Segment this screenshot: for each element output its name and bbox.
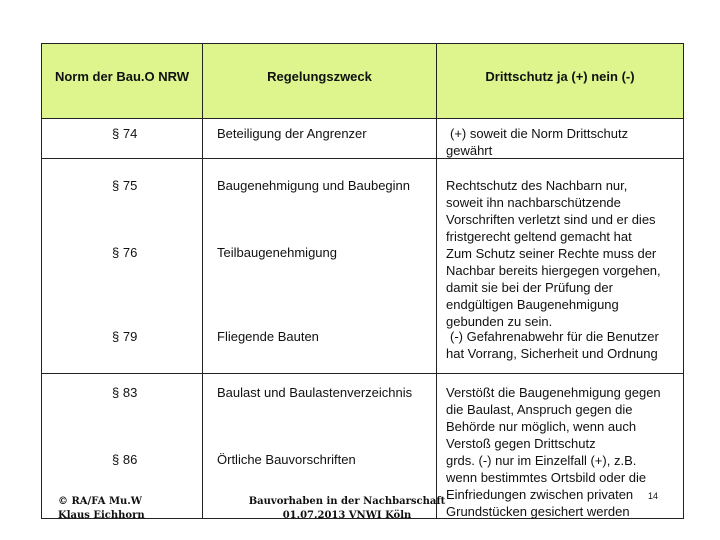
row-divider xyxy=(42,373,683,374)
norm-74: § 74 xyxy=(112,126,138,141)
zweck-75: Baugenehmigung und Baubeginn xyxy=(217,178,411,193)
header-drittschutz: Drittschutz ja (+) nein (-) xyxy=(485,69,635,84)
footer-title xyxy=(232,495,462,523)
column-divider xyxy=(436,44,437,518)
text-line: (+) soweit die Norm Drittschutz xyxy=(450,126,629,141)
footer-topic: Bauvorhaben in der Nachbarschaft xyxy=(248,496,446,507)
text-line: gebunden zu sein. xyxy=(446,314,553,329)
text-line: gewährt xyxy=(446,143,493,158)
zweck-74: Beteiligung der Angrenzer xyxy=(217,126,367,141)
norm-83: § 83 xyxy=(112,385,138,400)
footer-copyright: © RA/FA Mu.W xyxy=(58,496,143,507)
norm-86: § 86 xyxy=(112,452,138,467)
drittschutz-block-74 xyxy=(446,125,628,159)
norm-79: § 79 xyxy=(112,329,138,344)
footer-date-venue: 01.07.2013 VNWI Köln xyxy=(282,510,412,521)
text-line: Zum Schutz seiner Rechte muss der xyxy=(446,246,657,261)
norm-75: § 75 xyxy=(112,178,138,193)
page-number: 14 xyxy=(648,491,659,501)
text-line: grds. (-) nur im Einzelfall (+), z.B. xyxy=(446,453,637,468)
zweck-86: Örtliche Bauvorschriften xyxy=(217,452,356,467)
text-line: Verstoß gegen Drittschutz xyxy=(446,436,596,451)
drittschutz-block-75-76 xyxy=(446,177,661,330)
header-regelungszweck: Regelungszweck xyxy=(267,69,372,84)
norm-76: § 76 xyxy=(112,245,138,260)
text-line: die Baulast, Anspruch gegen die xyxy=(446,402,633,417)
zweck-76: Teilbaugenehmigung xyxy=(217,245,337,260)
text-line: (-) Gefahrenabwehr für die Benutzer xyxy=(450,329,659,344)
text-line: Einfriedungen zwischen privaten xyxy=(446,487,634,502)
text-line: Verstößt die Baugenehmigung gegen xyxy=(446,385,661,400)
header-norm: Norm der Bau.O NRW xyxy=(54,69,190,84)
text-line: Rechtschutz des Nachbarn nur, xyxy=(446,178,628,193)
zweck-83: Baulast und Baulastenverzeichnis xyxy=(217,385,413,400)
text-line: damit sie bei der Prüfung der xyxy=(446,280,613,295)
text-line: Behörde nur möglich, wenn auch xyxy=(446,419,637,434)
zweck-79: Fliegende Bauten xyxy=(217,329,319,344)
text-line: fristgerecht geltend gemacht hat xyxy=(446,229,632,244)
text-line: Vorschriften verletzt sind und er dies xyxy=(446,212,656,227)
footer-author xyxy=(58,495,145,523)
drittschutz-block-79 xyxy=(446,328,659,362)
text-line: soweit ihn nachbarschützende xyxy=(446,195,621,210)
text-line: endgültigen Baugenehmigung xyxy=(446,297,619,312)
text-line: Nachbar bereits hiergegen vorgehen, xyxy=(446,263,661,278)
regulation-table xyxy=(41,43,684,519)
text-line: hat Vorrang, Sicherheit und Ordnung xyxy=(446,346,658,361)
text-line: wenn bestimmtes Ortsbild oder die xyxy=(446,470,647,485)
footer-author-name: Klaus Eichhorn xyxy=(58,510,145,521)
text-line: Grundstücken gesichert werden xyxy=(446,504,630,519)
drittschutz-block-83-86 xyxy=(446,384,661,520)
column-divider xyxy=(202,44,203,518)
